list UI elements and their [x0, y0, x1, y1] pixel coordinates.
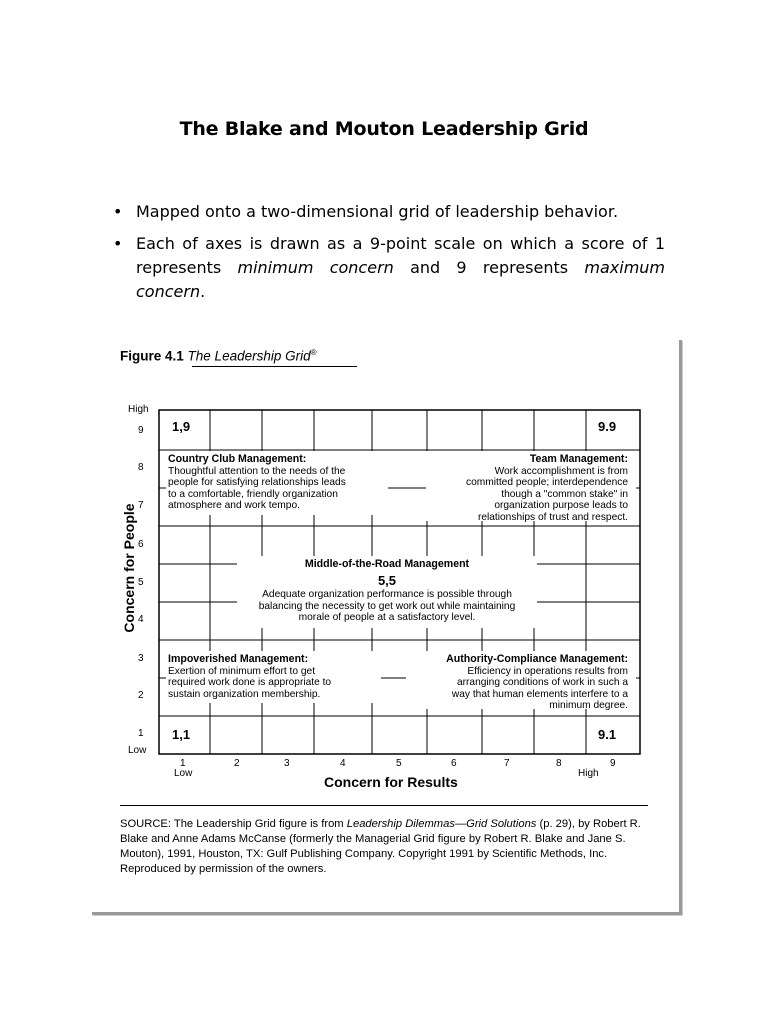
team-line: committed people; interdependence — [466, 477, 628, 488]
bullet-text: and 9 represents — [393, 258, 585, 277]
y-tick: 9 — [138, 425, 144, 436]
y-tick: 8 — [138, 462, 144, 473]
center-label-5-5: 5,5 — [377, 572, 397, 588]
x-tick: 5 — [396, 758, 402, 769]
team-line: organization purpose leads to — [494, 500, 628, 511]
corner-label-9-1: 9.1 — [598, 727, 617, 742]
bullet-emphasis: maximum concern — [136, 258, 666, 301]
x-axis-high: High — [578, 768, 599, 779]
bullet-text: Mapped onto a two-dimensional grid of leadership behavior. — [136, 202, 619, 221]
x-tick: 7 — [504, 758, 510, 769]
source-book-title: Leadership Dilemmas—Grid Solutions — [346, 818, 537, 830]
team-line: relationships of trust and respect. — [477, 511, 628, 523]
y-tick: 7 — [138, 500, 144, 511]
x-tick: 8 — [556, 758, 562, 769]
authority-compliance-block — [400, 654, 628, 712]
middle-of-the-road-block — [232, 559, 542, 624]
source-divider — [120, 805, 648, 806]
y-axis-label: Concern for People — [121, 503, 137, 633]
country-club-heading: Country Club Management: — [168, 453, 307, 465]
country-club-line: people for satisfying relationships leads — [168, 477, 346, 488]
bullet-text: . — [200, 282, 206, 301]
country-club-block — [168, 454, 388, 512]
middle-line: Adequate organization performance is possible through — [262, 589, 512, 600]
authority-line: Efficiency in operations results from — [467, 665, 628, 677]
y-tick: 2 — [138, 690, 144, 701]
x-axis-low: Low — [174, 768, 193, 779]
y-tick: 4 — [138, 614, 144, 625]
impoverished-heading: Impoverished Management: — [168, 653, 309, 665]
y-tick: 3 — [138, 653, 144, 664]
y-axis-high: High — [128, 404, 149, 415]
team-heading: Team Management: — [529, 453, 628, 465]
corner-label-1-9: 1,9 — [172, 419, 191, 434]
registered-mark: ® — [310, 348, 317, 357]
bullet-dot: • — [113, 202, 123, 221]
impoverished-line: Exertion of minimum effort to get — [168, 665, 316, 677]
x-tick: 9 — [610, 758, 616, 769]
figure-number: Figure 4.1 — [120, 348, 184, 364]
impoverished-line: required work done is appropriate to — [168, 677, 332, 688]
bullet-item — [113, 200, 665, 224]
corner-label-1-1: 1,1 — [172, 727, 191, 742]
bullet-item — [113, 232, 665, 304]
team-line: Work accomplishment is from — [494, 465, 628, 477]
impoverished-line: sustain organization membership. — [168, 688, 321, 700]
middle-line: balancing the necessity to get work out while maintaining — [258, 600, 516, 612]
authority-line: minimum degree. — [549, 700, 628, 711]
team-line: though a "common stake" in — [501, 488, 628, 500]
middle-heading: Middle-of-the-Road Management — [304, 558, 470, 570]
authority-line: way that human elements interfere to a — [451, 688, 628, 700]
bullet-emphasis: minimum concern — [237, 258, 394, 277]
middle-line: morale of people at a satisfactory level. — [298, 612, 476, 623]
figure-title: The Leadership Grid — [187, 348, 311, 364]
bullet-text: Each of axes is drawn as a 9-point scale on which a score of 1 represents — [136, 234, 665, 277]
x-tick: 2 — [234, 758, 240, 769]
y-tick: 1 — [138, 728, 144, 739]
bullet-list — [113, 200, 665, 312]
bullet-dot: • — [113, 234, 123, 253]
x-tick: 4 — [340, 758, 346, 769]
x-tick: 3 — [284, 758, 290, 769]
impoverished-block — [168, 654, 383, 700]
y-tick: 5 — [138, 577, 144, 588]
authority-heading: Authority-Compliance Management: — [446, 653, 628, 665]
leadership-grid-figure — [92, 340, 682, 915]
team-block — [426, 454, 628, 523]
authority-line: arranging conditions of work in such a — [456, 677, 628, 688]
x-axis-label: Concern for Results — [324, 774, 458, 790]
corner-label-9-9: 9.9 — [598, 419, 617, 434]
figure-source — [120, 817, 660, 877]
x-tick: 6 — [451, 758, 457, 769]
y-axis-low: Low — [128, 745, 147, 756]
country-club-line: atmosphere and work tempo. — [168, 500, 300, 511]
source-text: (p. 29), by Robert R. Blake and Anne Adams McCanse (formerly the Managerial Grid figure by Robert R. Blake and Jane S. Mouton), 1991, Houston, TX: Gulf Publishing Company. Copyright 1991 by Scientific Methods, Inc. Reproduced by permission of the owners. — [120, 818, 641, 875]
y-tick: 6 — [138, 539, 144, 550]
page-title: The Blake and Mouton Leadership Grid — [179, 118, 589, 140]
source-text: SOURCE: The Leadership Grid figure is from — [120, 818, 347, 830]
x-tick: 1 — [180, 758, 186, 769]
country-club-line: Thoughtful attention to the needs of the — [168, 465, 346, 477]
country-club-line: to a comfortable, friendly organization — [168, 488, 338, 500]
